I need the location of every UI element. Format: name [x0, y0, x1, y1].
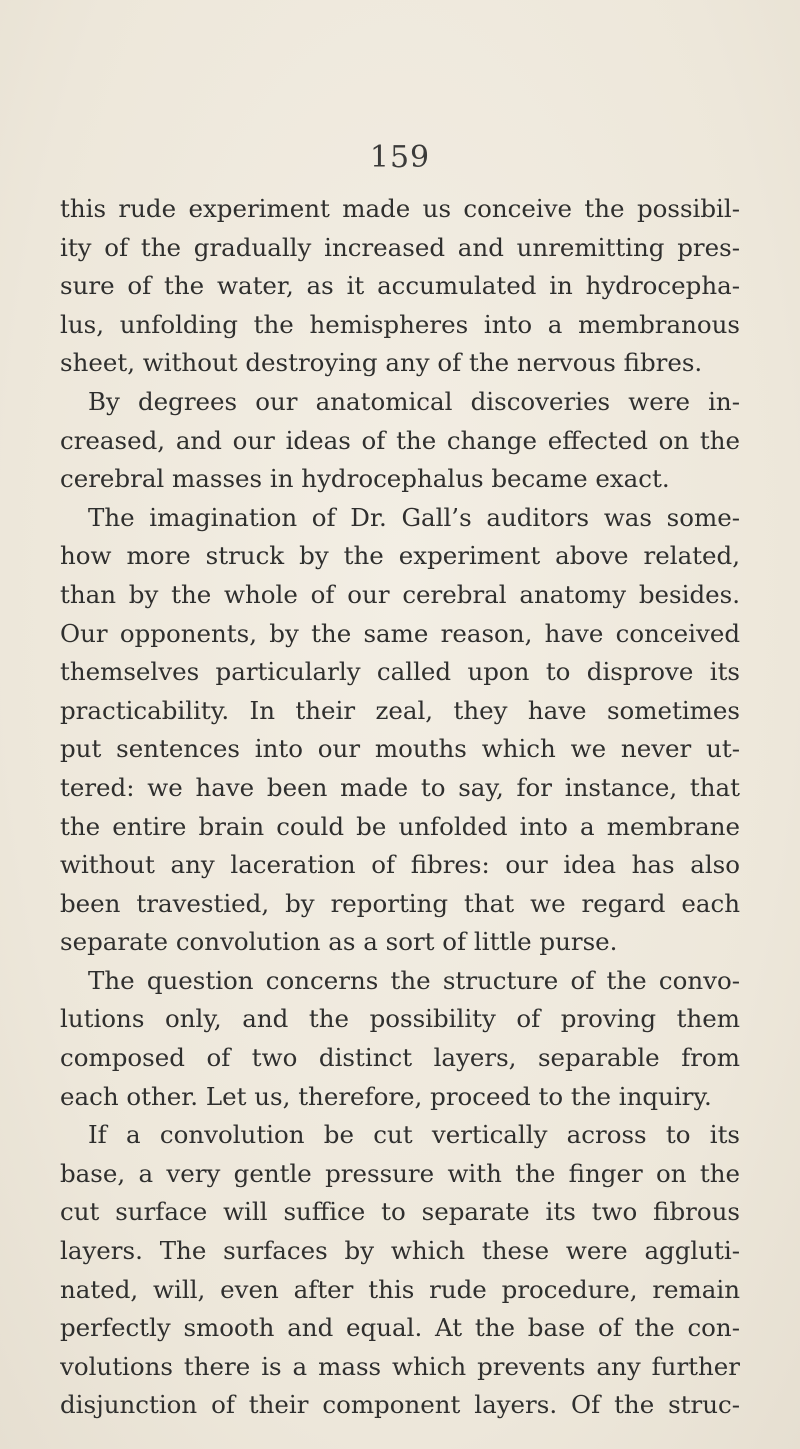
text-line: themselves particularly called upon to disprove its — [60, 657, 740, 687]
text-line: The imagination of Dr. Gall’s auditors was some- — [88, 502, 740, 532]
text-line: cut surface will suffice to separate its two fibrous — [60, 1197, 740, 1227]
text-line: put sentences into our mouths which we never ut- — [60, 734, 740, 764]
text-line: Our opponents, by the same reason, have conceived — [60, 618, 740, 648]
text-line: disjunction of their component layers. Of the struc- — [60, 1390, 740, 1420]
text-line: sure of the water, as it accumulated in hydrocepha- — [60, 271, 740, 301]
text-line: creased, and our ideas of the change effected on the — [60, 425, 740, 455]
text-line: volutions there is a mass which prevents any further — [60, 1351, 740, 1381]
text-line: the entire brain could be unfolded into a membrane — [60, 811, 740, 841]
text-line: lus, unfolding the hemispheres into a membranous — [60, 309, 740, 339]
text-line: separate convolution as a sort of little purse. — [60, 927, 618, 957]
body-text — [60, 190, 740, 1425]
text-line: how more struck by the experiment above related, — [60, 541, 740, 571]
text-line: this rude experiment made us conceive the possibil- — [60, 194, 740, 223]
text-line: than by the whole of our cerebral anatomy besides. — [60, 579, 740, 609]
text-line: perfectly smooth and equal. At the base of the con- — [60, 1313, 740, 1343]
text-line: ity of the gradually increased and unremitting pres- — [60, 232, 740, 262]
text-line: been travestied, by reporting that we regard each — [60, 888, 740, 918]
page-number: 159 — [369, 140, 431, 175]
text-line: sheet, without destroying any of the nervous fibres. — [60, 348, 703, 378]
text-line: layers. The surfaces by which these were aggluti- — [60, 1236, 740, 1266]
text-line: nated, will, even after this rude procedure, remain — [60, 1274, 740, 1304]
text-line: By degrees our anatomical discoveries were in- — [88, 386, 740, 416]
text-line: The question concerns the structure of the convo- — [88, 965, 740, 995]
text-line: tered: we have been made to say, for instance, that — [60, 772, 740, 802]
text-line: If a convolution be cut vertically across to its — [88, 1120, 740, 1150]
text-line: practicability. In their zeal, they have sometimes — [60, 695, 740, 725]
text-line: without any laceration of fibres: our idea has also — [60, 850, 740, 880]
text-line: lutions only, and the possibility of proving them — [60, 1004, 740, 1034]
text-line: each other. Let us, therefore, proceed to the inquiry. — [60, 1081, 712, 1111]
text-line: composed of two distinct layers, separable from — [60, 1043, 740, 1073]
text-line: base, a very gentle pressure with the finger on the — [60, 1158, 740, 1188]
text-line: cerebral masses in hydrocephalus became exact. — [60, 464, 670, 494]
